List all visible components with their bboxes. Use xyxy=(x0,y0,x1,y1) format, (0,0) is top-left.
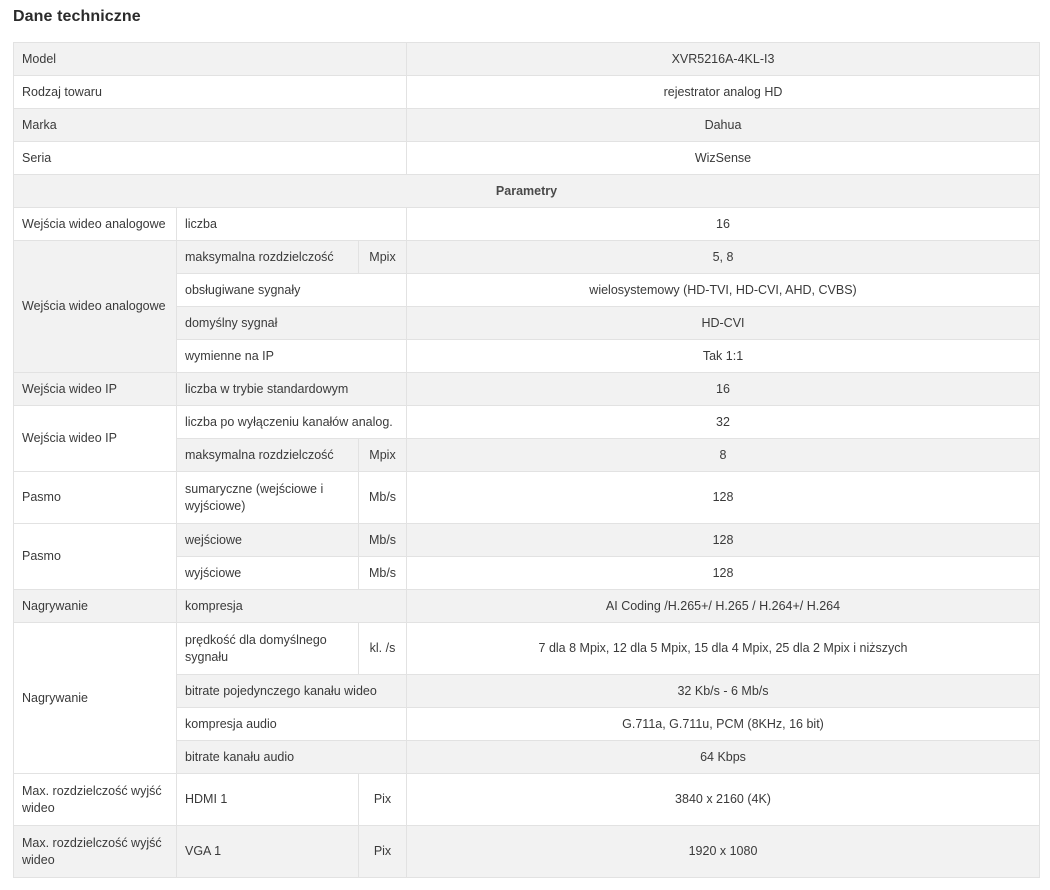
spec-category: Max. rozdzielczość wyjść wideo xyxy=(14,826,177,878)
spec-category: Wejścia wideo analogowe xyxy=(14,208,177,241)
spec-unit: Mb/s xyxy=(359,557,407,590)
spec-value: wielosystemowy (HD-TVI, HD-CVI, AHD, CVBS) xyxy=(407,274,1040,307)
spec-row xyxy=(14,774,1040,826)
spec-category: Wejścia wideo IP xyxy=(14,406,177,472)
spec-unit: Mpix xyxy=(359,439,407,472)
spec-value: 128 xyxy=(407,557,1040,590)
spec-label: obsługiwane sygnały xyxy=(177,274,407,307)
spec-label: Model xyxy=(14,43,407,76)
spec-table xyxy=(13,42,1040,878)
spec-value: 5, 8 xyxy=(407,241,1040,274)
spec-label: liczba po wyłączeniu kanałów analog. xyxy=(177,406,407,439)
spec-row xyxy=(14,524,1040,557)
spec-value: 128 xyxy=(407,524,1040,557)
spec-category: Nagrywanie xyxy=(14,623,177,774)
spec-label: Marka xyxy=(14,109,407,142)
spec-label: wejściowe xyxy=(177,524,359,557)
spec-unit: Mb/s xyxy=(359,472,407,524)
spec-unit: Pix xyxy=(359,774,407,826)
section-header-row xyxy=(14,175,1040,208)
spec-label: sumaryczne (wejściowe i wyjściowe) xyxy=(177,472,359,524)
spec-label: maksymalna rozdzielczość xyxy=(177,439,359,472)
spec-category: Max. rozdzielczość wyjść wideo xyxy=(14,774,177,826)
spec-row xyxy=(14,826,1040,878)
spec-value: HD-CVI xyxy=(407,307,1040,340)
spec-label: wyjściowe xyxy=(177,557,359,590)
spec-label: bitrate pojedynczego kanału wideo xyxy=(177,675,407,708)
spec-label: kompresja audio xyxy=(177,708,407,741)
spec-label: wymienne na IP xyxy=(177,340,407,373)
spec-value: Dahua xyxy=(407,109,1040,142)
spec-label: liczba w trybie standardowym xyxy=(177,373,407,406)
spec-category: Wejścia wideo analogowe xyxy=(14,241,177,373)
spec-value: 16 xyxy=(407,373,1040,406)
section-title: Parametry xyxy=(14,175,1040,208)
spec-label: HDMI 1 xyxy=(177,774,359,826)
spec-category: Pasmo xyxy=(14,524,177,590)
spec-unit: Mpix xyxy=(359,241,407,274)
spec-label: VGA 1 xyxy=(177,826,359,878)
spec-row xyxy=(14,590,1040,623)
spec-value: 32 xyxy=(407,406,1040,439)
spec-label: bitrate kanału audio xyxy=(177,741,407,774)
spec-category: Pasmo xyxy=(14,472,177,524)
page-title: Dane techniczne xyxy=(13,8,141,25)
spec-value: AI Coding /H.265+/ H.265 / H.264+/ H.264 xyxy=(407,590,1040,623)
spec-value: XVR5216A-4KL-I3 xyxy=(407,43,1040,76)
spec-unit: kl. /s xyxy=(359,623,407,675)
spec-row-series xyxy=(14,142,1040,175)
spec-category: Wejścia wideo IP xyxy=(14,373,177,406)
spec-value: 64 Kbps xyxy=(407,741,1040,774)
spec-row xyxy=(14,472,1040,524)
spec-value: 16 xyxy=(407,208,1040,241)
spec-row xyxy=(14,406,1040,439)
spec-value: 8 xyxy=(407,439,1040,472)
spec-row xyxy=(14,373,1040,406)
spec-value: G.711a, G.711u, PCM (8KHz, 16 bit) xyxy=(407,708,1040,741)
spec-label: liczba xyxy=(177,208,407,241)
spec-row-model xyxy=(14,43,1040,76)
spec-label: Seria xyxy=(14,142,407,175)
spec-value: Tak 1:1 xyxy=(407,340,1040,373)
spec-label: kompresja xyxy=(177,590,407,623)
spec-row-product-type xyxy=(14,76,1040,109)
spec-label: maksymalna rozdzielczość xyxy=(177,241,359,274)
spec-value: 1920 x 1080 xyxy=(407,826,1040,878)
spec-value: rejestrator analog HD xyxy=(407,76,1040,109)
spec-label: prędkość dla domyślnego sygnału xyxy=(177,623,359,675)
spec-unit: Mb/s xyxy=(359,524,407,557)
spec-label: domyślny sygnał xyxy=(177,307,407,340)
spec-row xyxy=(14,241,1040,274)
spec-value: 32 Kb/s - 6 Mb/s xyxy=(407,675,1040,708)
spec-value: 3840 x 2160 (4K) xyxy=(407,774,1040,826)
spec-value: WizSense xyxy=(407,142,1040,175)
spec-label: Rodzaj towaru xyxy=(14,76,407,109)
spec-value: 7 dla 8 Mpix, 12 dla 5 Mpix, 15 dla 4 Mpix, 25 dla 2 Mpix i niższych xyxy=(407,623,1040,675)
spec-row xyxy=(14,623,1040,675)
spec-value: 128 xyxy=(407,472,1040,524)
spec-row xyxy=(14,208,1040,241)
spec-row-brand xyxy=(14,109,1040,142)
spec-unit: Pix xyxy=(359,826,407,878)
spec-category: Nagrywanie xyxy=(14,590,177,623)
